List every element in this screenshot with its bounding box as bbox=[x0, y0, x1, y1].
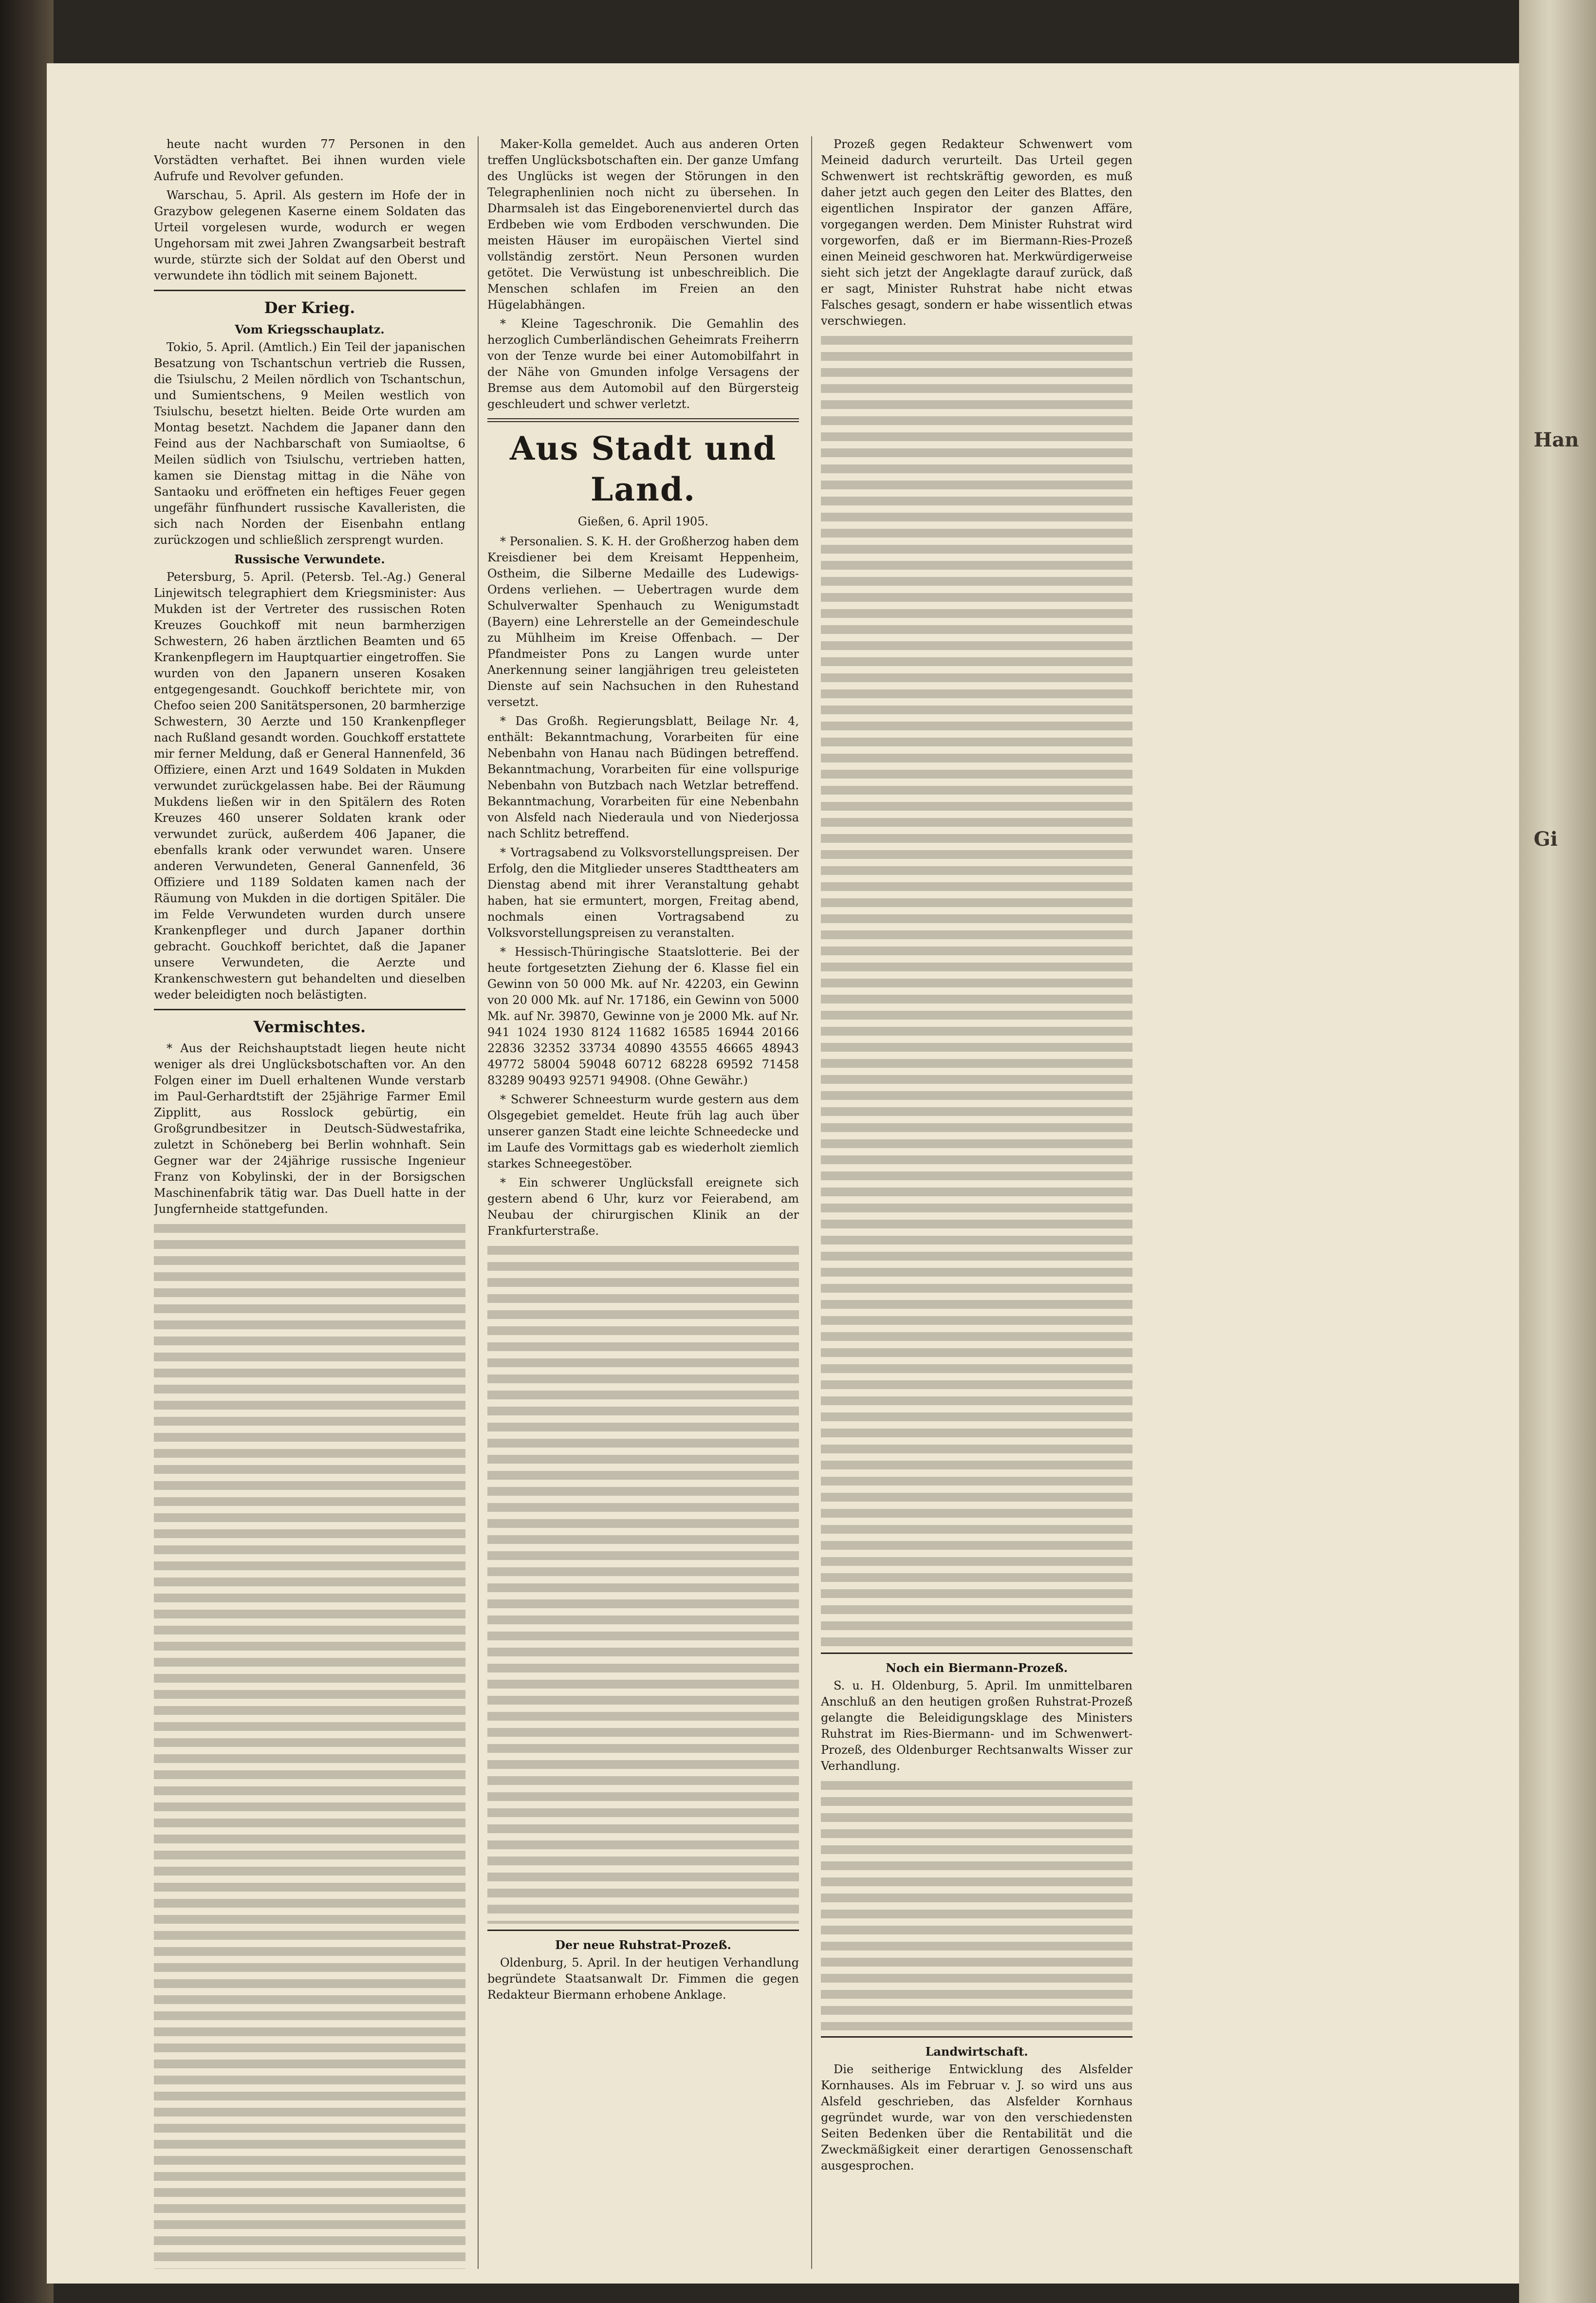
adjacent-page-heading: Han bbox=[1534, 428, 1579, 451]
subsection-title: Vom Kriegsschauplatz. bbox=[235, 322, 385, 336]
book-spine-left bbox=[0, 0, 54, 2303]
article-paragraph: Oldenburg, 5. April. In der heutigen Verhandlung begründete Staatsanwalt Dr. Fimmen die gegen Redakteur Biermann erhobene Anklage. bbox=[487, 1956, 799, 2002]
dateline: Gießen, 6. April 1905. bbox=[577, 515, 709, 528]
divider bbox=[821, 2036, 1132, 2038]
section-title-ruhstrat: Der neue Ruhstrat-Prozeß. bbox=[555, 1938, 731, 1952]
article-paragraph: Petersburg, 5. April. (Petersb. Tel.-Ag.) General Linjewitsch telegraphiert dem Kriegsminister: Aus Mukden ist der Vertreter des russischen Roten Kreuzes Gouchkoff mit neun barmherzigen Schwestern, 26 haben ärztlichen Beamten und 65 Krankenpflegern im Hauptquartier eingetroffen. Sie wurden von den Japanern unseren Kosaken entgegengesandt. Gouchkoff berichtete mir, von Chefoo seien 200 Sanitätspersonen, 20 barmherzige Schwestern, 30 Aerzte und 150 Krankenpfleger nach Rußland gesandt worden. Gouchkoff erstattete mir ferner Meldung, daß er General Hannenfeld, 36 Offiziere, einen Arzt und 1649 Soldaten in Mukden verwundet zurückgelassen habe. Bei der Räumung Mukdens ließen wir in den Spitälern des Roten Kreuzes 460 unserer Soldaten krank oder verwundet zurück, außerdem 406 Japaner, die ebenfalls krank oder verwundet waren. Unsere anderen Verwundeten, General Gannenfeld, 36 Offiziere und 1189 Soldaten kamen nach der Räumung von Mukden in die dortigen Spitäler. Die im Felde Verwundeten wurden durch unsere Krankenpfleger und durch Japaner dorthin gebracht. Gouchkoff berichtet, daß die Japaner unsere Verwundeten, die Aerzte und Krankenschwestern gut behandelten und dieselben weder beleidigten noch belästigten. bbox=[154, 570, 465, 1002]
article-paragraph: * Kleine Tageschronik. Die Gemahlin des herzoglich Cumberländischen Geheimrats Freiherrn von der Tenze wurde bei einer Automobilfahrt in der Nähe von Gmunden infolge Versagens der Bremse aus dem Automobil auf den Bürgersteig geschleudert und schwer verletzt. bbox=[487, 317, 799, 411]
column-1 bbox=[154, 136, 465, 2269]
divider bbox=[154, 290, 465, 291]
text-continuation bbox=[154, 1220, 465, 2269]
column-2 bbox=[487, 136, 799, 2269]
divider bbox=[487, 418, 799, 422]
section-title-landwirtschaft: Landwirtschaft. bbox=[925, 2044, 1028, 2059]
text-continuation bbox=[821, 1777, 1132, 2030]
article-paragraph: Maker-Kolla gemeldet. Auch aus anderen Orten treffen Unglücksbotschaften ein. Der ganze Umfang des Unglücks ist wegen der Störungen in den Telegraphenlinien noch nicht zu übersehen. In Dharmsaleh ist das Eingeborenenviertel durch das Erdbeben wie vom Erdboden verschwunden. Die meisten Häuser im europäischen Viertel sind vollständig zerstört. Neun Personen wurden getötet. Die Verwüstung ist unbeschreiblich. Die Menschen schlafen im Freien an den Hügelabhängen. bbox=[487, 137, 799, 312]
article-paragraph: * Ein schwerer Unglücksfall ereignete sich gestern abend 6 Uhr, kurz vor Feierabend, am Neubau der chirurgischen Klinik an der Frankfurterstraße. bbox=[487, 1176, 799, 1238]
article-paragraph: * Schwerer Schneesturm wurde gestern aus dem Olsgegebiet gemeldet. Heute früh lag auch über unserer ganzen Stadt eine leichte Schneedecke und im Laufe des Vormittags gab es wiederholt ziemlich starkes Schneegestöber. bbox=[487, 1093, 799, 1170]
article-paragraph: * Personalien. S. K. H. der Großherzog haben dem Kreisdiener bei dem Kreisamt Heppenheim, Ostheim, die Silberne Medaille des Ludewigs-Ordens verliehen. — Uebertragen wurde dem Schulverwalter Spenhauch zu Wenigumstadt (Bayern) eine Lehrerstelle an der Gemeindeschule zu Mühlheim im Kreise Offenbach. — Der Pfandmeister Pons zu Langen wurde unter Anerkennung seiner langjährigen treu geleisteten Dienste auf sein Nachsuchen in den Ruhestand versetzt. bbox=[487, 535, 799, 709]
text-continuation bbox=[821, 332, 1132, 1647]
adjacent-page-heading: Gi bbox=[1534, 828, 1558, 851]
section-title-biermann: Noch ein Biermann-Prozeß. bbox=[886, 1661, 1068, 1675]
article-paragraph: Warschau, 5. April. Als gestern im Hofe der in Grazybow gelegenen Kaserne einem Soldaten das Urteil vorgelesen wurde, wodurch er wegen Ungehorsam mit zwei Jahren Zwangsarbeit bestraft wurde, stürzte sich der Soldat auf den Oberst und verwundete ihn tödlich mit seinem Bajonett. bbox=[154, 188, 465, 282]
adjacent-page-strip bbox=[1519, 0, 1596, 2303]
article-paragraph: S. u. H. Oldenburg, 5. April. Im unmittelbaren Anschluß an den heutigen großen Ruhstrat-Prozeß gelangte die Beleidigungsklage des Ministers Ruhstrat im Ries-Biermann- und im Schwenwert-Prozeß, des Oldenburger Rechtsanwalts Wisser zur Verhandlung. bbox=[821, 1679, 1132, 1773]
divider bbox=[821, 1653, 1132, 1654]
subsection-title: Russische Verwundete. bbox=[234, 552, 385, 566]
article-paragraph: * Hessisch-Thüringische Staatslotterie. Bei der heute fortgesetzten Ziehung der 6. Klasse fiel ein Gewinn von 50 000 Mk. auf Nr. 42203, ein Gewinn von 20 000 Mk. auf Nr. 17186, ein Gewinn von 5000 Mk. auf Nr. 39870, Gewinne von je 2000 Mk. auf Nr. 941 1024 1930 8124 11682 16585 16944 20166 22836 32352 33734 40890 43555 46665 48943 49772 58004 59048 60712 68228 69592 71458 83289 90493 92571 94908. (Ohne Gewähr.) bbox=[487, 945, 799, 1087]
article-paragraph: * Vortragsabend zu Volksvorstellungspreisen. Der Erfolg, den die Mitglieder unseres Stadttheaters am Dienstag abend mit ihrer Veranstaltung gehabt haben, hat sie ermuntert, morgen, Freitag abend, nochmals einen Vortragsabend zu Volksvorstellungspreisen zu veranstalten. bbox=[487, 846, 799, 940]
section-title-krieg: Der Krieg. bbox=[264, 298, 355, 317]
article-paragraph: Prozeß gegen Redakteur Schwenwert vom Meineid dadurch verurteilt. Das Urteil gegen Schwenwert ist rechtskräftig geworden, es muß daher jetzt auch gegen den Leiter des Blattes, den eigentlichen Inspirator der ganzen Affäre, vorgegangen werden. Dem Minister Ruhstrat wird vorgeworfen, daß er im Biermann-Ries-Prozeß einen Meineid geschworen hat. Merkwürdigerweise sieht sich jetzt der Angeklagte darauf zurück, daß er sagt, Minister Ruhstrat habe nicht etwas Falsches gesagt, sondern er habe wissentlich etwas verschwiegen. bbox=[821, 137, 1132, 328]
section-title-vermischtes: Vermischtes. bbox=[253, 1018, 366, 1036]
divider bbox=[154, 1009, 465, 1010]
divider bbox=[487, 1930, 799, 1931]
article-paragraph: * Das Großh. Regierungsblatt, Beilage Nr. 4, enthält: Bekanntmachung, Vorarbeiten für eine Nebenbahn von Hanau nach Büdingen betreffend. Bekanntmachung, Vorarbeiten für eine vollspurige Nebenbahn von Butzbach nach Wetzlar betreffend. Bekanntmachung, Vorarbeiten für eine Nebenbahn von Alsfeld nach Niederaula und von Niederjossa nach Schlitz betreffend. bbox=[487, 714, 799, 840]
column-divider bbox=[478, 136, 479, 2269]
newspaper-page bbox=[47, 63, 1561, 2284]
article-paragraph: Tokio, 5. April. (Amtlich.) Ein Teil der japanischen Besatzung von Tschantschun vertrieb die Russen, die Tsiulschu, 2 Meilen nördlich von Tschantschun, und Sumientschens, 9 Meilen westlich von Tsiulschu, besetzt hielten. Beide Orte wurden am Montag besetzt. Nachdem die Japaner dann den Feind aus der Nachbarschaft von Sumiaoltse, 6 Meilen südlich von Tsiulschu, vertrieben hatten, kamen sie Dienstag mittag in die Nähe von Santaoku und eröffneten ein heftiges Feuer gegen ungefähr fünfhundert russische Kavalleristen, die sich nach Norden der Eisenbahn entlang zurückzogen und schließlich zersprengt wurden. bbox=[154, 340, 465, 547]
article-paragraph: Die seitherige Entwicklung des Alsfelder Kornhauses. Als im Februar v. J. so wird uns aus Alsfeld geschrieben, das Alsfelder Kornhaus gegründet wurde, war von den verschiedensten Seiten Bedenken über die Rentabilität und die Zweckmäßigkeit einer derartigen Genossenschaft ausgesprochen. bbox=[821, 2062, 1132, 2173]
column-divider bbox=[811, 136, 812, 2269]
section-title-stadt-und-land: Aus Stadt und Land. bbox=[510, 429, 777, 508]
text-continuation bbox=[487, 1242, 799, 1924]
article-paragraph: heute nacht wurden 77 Personen in den Vorstädten verhaftet. Bei ihnen wurden viele Aufrufe und Revolver gefunden. bbox=[154, 137, 465, 183]
article-paragraph: * Aus der Reichshauptstadt liegen heute nicht weniger als drei Unglücksbotschaften vor. An den Folgen einer im Duell erhaltenen Wunde verstarb im Paul-Gerhardtstift der 25jährige Farmer Emil Zipplitt, aus Rosslock gebürtig, ein Großgrundbesitzer in Deutsch-Südwestafrika, zuletzt in Schöneberg bei Berlin wohnhaft. Sein Gegner war der 24jährige russische Ingenieur Franz von Kobylinski, der in der Borsigschen Maschinenfabrik tätig war. Das Duell hatte in der Jungfernheide stattgefunden. bbox=[154, 1041, 465, 1216]
column-3 bbox=[821, 136, 1132, 2269]
